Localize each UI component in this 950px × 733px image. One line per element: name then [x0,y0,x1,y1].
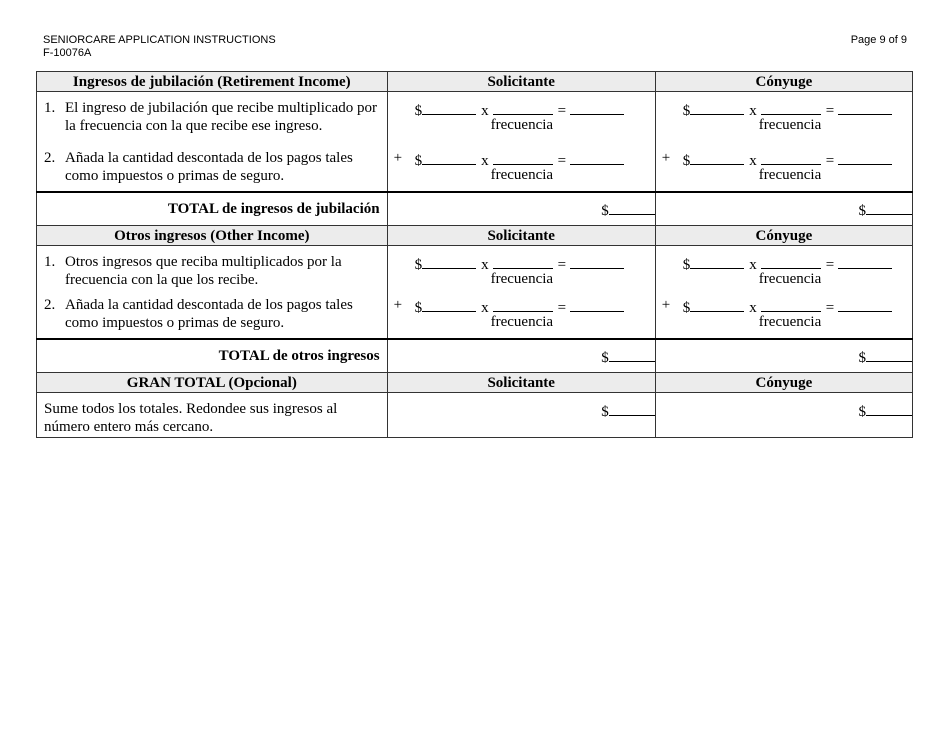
result-blank[interactable] [570,99,624,115]
other-applicant-heading: Solicitante [387,226,655,246]
other-header-row [37,226,913,246]
retirement-applicant-total: $ [387,192,655,226]
retirement-spouse-total: $ [655,192,912,226]
amount-blank[interactable] [422,99,476,115]
other-total-row [37,339,913,373]
retirement-total-label: TOTAL de ingresos de jubilación [37,192,388,226]
frequency-blank[interactable] [761,253,821,269]
retirement-spouse-heading: Cónyuge [655,72,912,92]
result-blank[interactable] [838,253,892,269]
retirement-applicant-calc-cell [387,92,655,193]
other-spouse-total: $ [655,339,912,373]
retirement-heading: Ingresos de jubilación (Retirement Income) [37,72,388,92]
result-blank[interactable] [570,296,624,312]
grand-spouse-heading: Cónyuge [655,373,912,393]
other-item-1: 1. Otros ingresos que reciba multiplicados por la frecuencia con la que los recibe. [44,254,342,288]
grand-spouse-total: $ [655,393,912,438]
amount-blank[interactable] [690,296,744,312]
frequency-label: frecuencia [758,117,822,133]
form-title: SENIORCARE APPLICATION INSTRUCTIONS [43,34,276,46]
total-blank[interactable] [866,199,912,215]
retirement-applicant-calc-2: + $ x = frecuencia [388,149,655,185]
other-heading: Otros ingresos (Other Income) [37,226,388,246]
frequency-blank[interactable] [493,99,553,115]
retirement-spouse-calc-2: + $ x = frecuencia [656,149,912,185]
frequency-label: frecuencia [490,314,554,330]
frequency-label: frecuencia [758,167,822,183]
total-blank[interactable] [609,400,655,416]
total-blank[interactable] [866,346,912,362]
result-blank[interactable] [570,253,624,269]
grand-instructions: Sume todos los totales. Redondee sus ingresos al número entero más cercano. [37,393,388,438]
amount-blank[interactable] [422,296,476,312]
frequency-blank[interactable] [493,296,553,312]
retirement-spouse-calc-1: $ x = frecuencia [656,99,912,135]
other-items-row [37,246,913,340]
grand-heading: GRAN TOTAL (Opcional) [37,373,388,393]
retirement-items-row [37,92,913,193]
frequency-label: frecuencia [758,314,822,330]
other-spouse-calc-cell [655,246,912,340]
frequency-label: frecuencia [490,117,554,133]
page-number: Page 9 of 9 [850,34,907,46]
frequency-blank[interactable] [761,99,821,115]
grand-applicant-total: $ [387,393,655,438]
total-blank[interactable] [609,346,655,362]
total-blank[interactable] [609,199,655,215]
other-applicant-calc-cell [387,246,655,340]
form-number: F-10076A [43,47,92,59]
retirement-spouse-calc-cell [655,92,912,193]
amount-blank[interactable] [422,149,476,165]
frequency-label: frecuencia [758,271,822,287]
other-applicant-total: $ [387,339,655,373]
other-item-2: 2. Añada la cantidad descontada de los pagos tales como impuestos o primas de seguro. [44,297,353,331]
frequency-blank[interactable] [761,296,821,312]
frequency-blank[interactable] [761,149,821,165]
other-spouse-heading: Cónyuge [655,226,912,246]
retirement-item-1: 1. El ingreso de jubilación que recibe multiplicado por la frecuencia con la que recibe ese ingreso. [44,100,377,134]
total-blank[interactable] [866,400,912,416]
retirement-applicant-heading: Solicitante [387,72,655,92]
grand-header-row [37,373,913,393]
result-blank[interactable] [570,149,624,165]
income-worksheet-table [36,71,913,438]
frequency-label: frecuencia [490,167,554,183]
other-items-cell [37,246,388,340]
other-applicant-calc-1: $ x = frecuencia [388,253,655,289]
other-total-label: TOTAL de otros ingresos [37,339,388,373]
retirement-item-2: 2. Añada la cantidad descontada de los pagos tales como impuestos o primas de seguro. [44,150,353,184]
grand-applicant-heading: Solicitante [387,373,655,393]
retirement-total-row [37,192,913,226]
result-blank[interactable] [838,149,892,165]
retirement-header-row [37,72,913,92]
retirement-applicant-calc-1: $ x = frecuencia [388,99,655,135]
frequency-blank[interactable] [493,149,553,165]
amount-blank[interactable] [690,99,744,115]
result-blank[interactable] [838,99,892,115]
amount-blank[interactable] [690,149,744,165]
other-spouse-calc-1: $ x = frecuencia [656,253,912,289]
amount-blank[interactable] [690,253,744,269]
frequency-label: frecuencia [490,271,554,287]
amount-blank[interactable] [422,253,476,269]
frequency-blank[interactable] [493,253,553,269]
form-header [43,34,276,60]
other-applicant-calc-2: + $ x = frecuencia [388,296,655,332]
grand-total-row [37,393,913,438]
result-blank[interactable] [838,296,892,312]
other-spouse-calc-2: + $ x = frecuencia [656,296,912,332]
retirement-items-cell [37,92,388,193]
